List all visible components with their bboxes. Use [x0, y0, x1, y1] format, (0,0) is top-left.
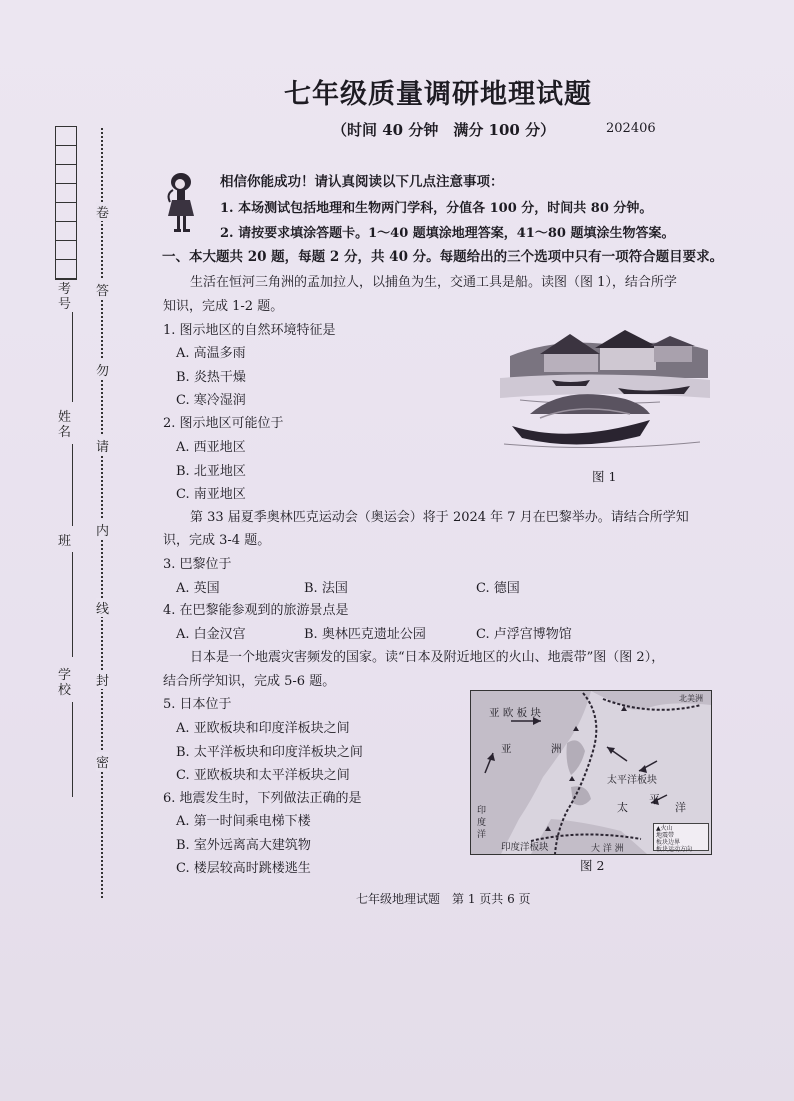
q1-option-a[interactable]: A. 高温多雨: [176, 346, 246, 361]
notice-item-1: 1. 本场测试包括地理和生物两门学科，分值各 100 分，时间共 80 分钟。: [220, 201, 653, 216]
seal-word-feng: 封: [96, 670, 109, 689]
q3-option-a[interactable]: A. 英国: [176, 581, 220, 596]
label-pacific-ocean-2: 平: [649, 793, 660, 806]
label-pacific-ocean-3: 洋: [675, 801, 686, 814]
intro3-line2: 结合所学知识，完成 5-6 题。: [163, 674, 336, 689]
seal-word-xian: 线: [96, 598, 109, 617]
legend-plate-motion: 板块运动方向: [656, 846, 693, 853]
intro1-line2: 知识，完成 1-2 题。: [163, 299, 284, 314]
school-label: 学校: [58, 668, 72, 698]
label-indian-ocean-3: 洋: [477, 830, 487, 840]
q1-option-b[interactable]: B. 炎热干燥: [176, 370, 246, 385]
figure2-legend: [653, 823, 709, 851]
q5-option-c[interactable]: C. 亚欧板块和太平洋板块之间: [176, 768, 350, 783]
q2-option-c[interactable]: C. 南亚地区: [176, 487, 246, 502]
legend-volcano: ▲火山: [656, 825, 673, 832]
q4-stem: 4. 在巴黎能参观到的旅游景点是: [163, 603, 349, 618]
page-footer: 七年级地理试题 第 1 页共 6 页: [356, 892, 531, 906]
q3-option-c[interactable]: C. 德国: [476, 581, 520, 596]
notice-heading: 相信你能成功！请认真阅读以下几点注意事项：: [220, 174, 504, 190]
seal-word-nei: 内: [96, 520, 109, 539]
figure1-delta-village-illustration: [500, 318, 710, 456]
exam-number-boxes[interactable]: [55, 126, 77, 280]
class-line[interactable]: [72, 552, 73, 657]
q2-option-a[interactable]: A. 西亚地区: [176, 440, 246, 455]
q4-option-b[interactable]: B. 奥林匹克遗址公园: [304, 627, 426, 642]
legend-plate-boundary: 板块边界: [656, 839, 681, 846]
label-continent: 洲: [551, 743, 562, 755]
intro3-line1: 日本是一个地震灾害频发的国家。读“日本及附近地区的火山、地震带”图（图 2），: [190, 650, 665, 665]
q3-stem: 3. 巴黎位于: [163, 557, 232, 572]
intro2-line1: 第 33 届夏季奥林匹克运动会（奥运会）将于 2024 年 7 月在巴黎举办。请结合所学知: [190, 510, 689, 525]
q3-option-b[interactable]: B. 法国: [304, 581, 348, 596]
q1-option-c[interactable]: C. 寒冷湿润: [176, 393, 246, 408]
figure2-map: [470, 690, 712, 855]
q5-option-b[interactable]: B. 太平洋板块和印度洋板块之间: [176, 745, 363, 760]
label-north-america: 北美洲: [679, 694, 703, 703]
school-line[interactable]: [72, 702, 73, 797]
date-code: 202406: [606, 121, 656, 136]
q6-option-a[interactable]: A. 第一时间乘电梯下楼: [176, 814, 311, 829]
name-line[interactable]: [72, 444, 73, 526]
label-indian-ocean-2: 度: [477, 818, 487, 828]
seal-word-mi: 密: [96, 752, 109, 771]
legend-quake-belt: 地震带: [656, 832, 675, 839]
q4-option-a[interactable]: A. 白金汉宫: [176, 627, 246, 642]
seal-word-wu: 勿: [96, 360, 109, 379]
q2-stem: 2. 图示地区可能位于: [163, 416, 284, 431]
figure2-caption: 图 2: [580, 858, 605, 873]
q6-stem: 6. 地震发生时，下列做法正确的是: [163, 791, 362, 806]
q5-option-a[interactable]: A. 亚欧板块和印度洋板块之间: [176, 721, 350, 736]
q5-stem: 5. 日本位于: [163, 697, 232, 712]
label-pacific-plate: 太平洋板块: [607, 775, 657, 786]
intro2-line2: 识，完成 3-4 题。: [163, 533, 271, 548]
seal-dotted-line: [101, 128, 103, 898]
q1-stem: 1. 图示地区的自然环境特征是: [163, 323, 336, 338]
label-indian-ocean-1: 印: [477, 806, 487, 816]
mascot-girl-illustration: [164, 172, 198, 236]
figure1-caption: 图 1: [592, 469, 617, 484]
time-info: （时间 40 分钟 满分 100 分）: [332, 121, 556, 139]
seal-word-da: 答: [96, 280, 109, 299]
label-indian-plate: 印度洋板块: [501, 842, 549, 853]
q6-option-b[interactable]: B. 室外远离高大建筑物: [176, 838, 311, 853]
q4-option-c[interactable]: C. 卢浮宫博物馆: [476, 627, 572, 642]
label-oceania: 大 洋 洲: [591, 844, 624, 854]
section-heading: 一、本大题共 20 题，每题 2 分，共 40 分。每题给出的三个选项中只有一项符合题目要求。: [162, 249, 724, 265]
class-label: 班: [58, 534, 72, 549]
q6-option-c[interactable]: C. 楼层较高时跳楼逃生: [176, 861, 311, 876]
seal-word-juan: 卷: [96, 202, 109, 221]
label-pacific-ocean-1: 太: [617, 801, 628, 814]
name-label: 姓名: [58, 410, 72, 440]
exam-number-label: 考号: [58, 282, 72, 312]
notice-item-2: 2. 请按要求填涂答题卡。1～40 题填涂地理答案，41～80 题填涂生物答案。: [220, 226, 675, 241]
label-asia: 亚: [501, 743, 512, 755]
q2-option-b[interactable]: B. 北亚地区: [176, 464, 246, 479]
exam-number-line[interactable]: [72, 312, 73, 402]
exam-title: 七年级质量调研地理试题: [284, 79, 592, 110]
intro1-line1: 生活在恒河三角洲的孟加拉人，以捕鱼为生，交通工具是船。读图（图 1），结合所学: [190, 275, 677, 290]
label-eurasia-plate: 亚 欧 板 块: [489, 707, 542, 719]
seal-word-qing: 请: [96, 436, 109, 455]
